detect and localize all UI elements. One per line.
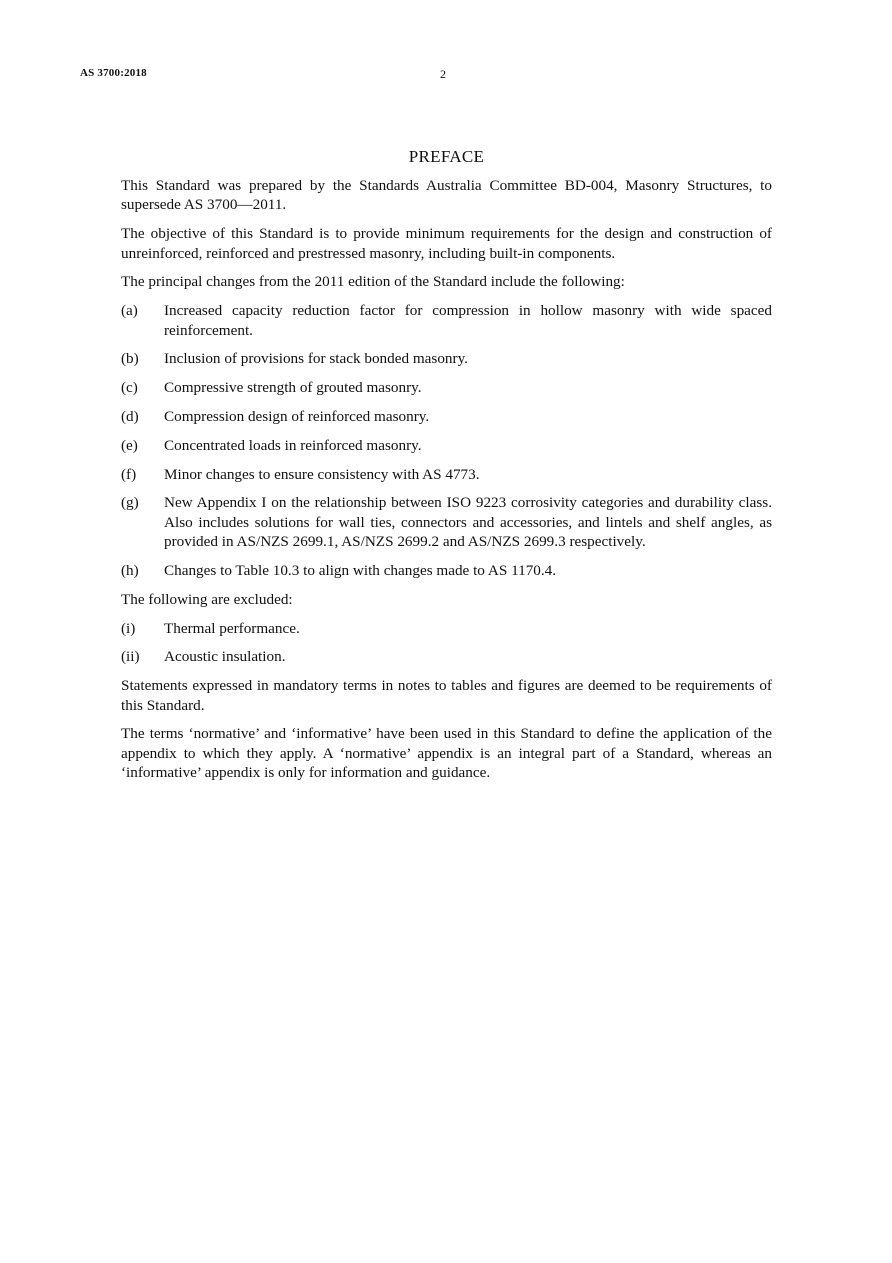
- preface-title: PREFACE: [408, 147, 485, 166]
- list-item-exclusion-ii: [121, 647, 772, 666]
- list-text: New Appendix I on the relationship between ISO 9223 corrosivity categories and durability class. Also includes solutions for wall ties, connectors and accessories, and lintels and shelf angles, as provided in AS/NZS 2699.1, AS/NZS 2699.2 and AS/NZS 2699.3 respectively.: [164, 494, 772, 551]
- list-text: Compression design of reinforced masonry.: [164, 408, 430, 425]
- list-text: Concentrated loads in reinforced masonry.: [164, 436, 422, 454]
- running-header: [80, 67, 812, 83]
- page-number: 2: [440, 67, 446, 81]
- paragraph-changes-intro: The principal changes from the 2011 edition of the Standard include the following:: [121, 273, 625, 291]
- list-item-change-g: [121, 493, 772, 551]
- list-text: Changes to Table 10.3 to align with changes made to AS 1170.4.: [164, 562, 557, 579]
- list-text: Acoustic insulation.: [164, 648, 286, 666]
- list-item-change-d: [121, 407, 772, 426]
- paragraph-committee: This Standard was prepared by the Standards Australia Committee BD-004, Masonry Structures, to supersede AS 3700—2011.: [121, 177, 772, 214]
- list-marker: (b): [121, 350, 139, 368]
- paragraph-normative-informative: The terms ‘normative’ and ‘informative’ have been used in this Standard to define the application of the appendix to which they apply. A ‘normative’ appendix is an integral part of a Standard, whereas an ‘informative’ appendix is only for information and guidance.: [121, 725, 772, 782]
- list-item-change-e: [121, 436, 772, 455]
- list-text: Minor changes to ensure consistency with AS 4773.: [164, 465, 480, 483]
- list-item-change-f: [121, 465, 772, 484]
- list-item-change-b: [121, 349, 772, 368]
- list-text: Inclusion of provisions for stack bonded masonry.: [164, 350, 468, 368]
- list-marker: (c): [121, 379, 138, 397]
- list-item-exclusion-i: [121, 619, 772, 638]
- list-item-change-h: [121, 561, 772, 580]
- list-marker: (f): [121, 465, 137, 483]
- list-marker: (ii): [121, 648, 140, 666]
- list-text: Increased capacity reduction factor for compression in hollow masonry with wide spaced reinforcement.: [164, 302, 772, 339]
- preface-section: [121, 147, 772, 792]
- list-marker: (d): [121, 408, 139, 425]
- paragraph-exclusions-intro: The following are excluded:: [121, 590, 293, 608]
- list-marker: (i): [121, 619, 136, 637]
- paragraph-objective: The objective of this Standard is to provide minimum requirements for the design and construction of unreinforced, reinforced and prestressed masonry, including built-in components.: [121, 225, 772, 262]
- list-marker: (h): [121, 562, 139, 579]
- list-marker: (g): [121, 494, 139, 512]
- list-text: Compressive strength of grouted masonry.: [164, 379, 422, 397]
- list-marker: (e): [121, 436, 138, 454]
- list-item-change-a: [121, 301, 772, 340]
- list-item-change-c: [121, 378, 772, 397]
- paragraph-mandatory-terms: Statements expressed in mandatory terms in notes to tables and figures are deemed to be requirements of this Standard.: [121, 677, 772, 714]
- list-text: Thermal performance.: [164, 619, 300, 637]
- list-marker: (a): [121, 302, 138, 320]
- standard-identifier: AS 3700:2018: [80, 67, 147, 79]
